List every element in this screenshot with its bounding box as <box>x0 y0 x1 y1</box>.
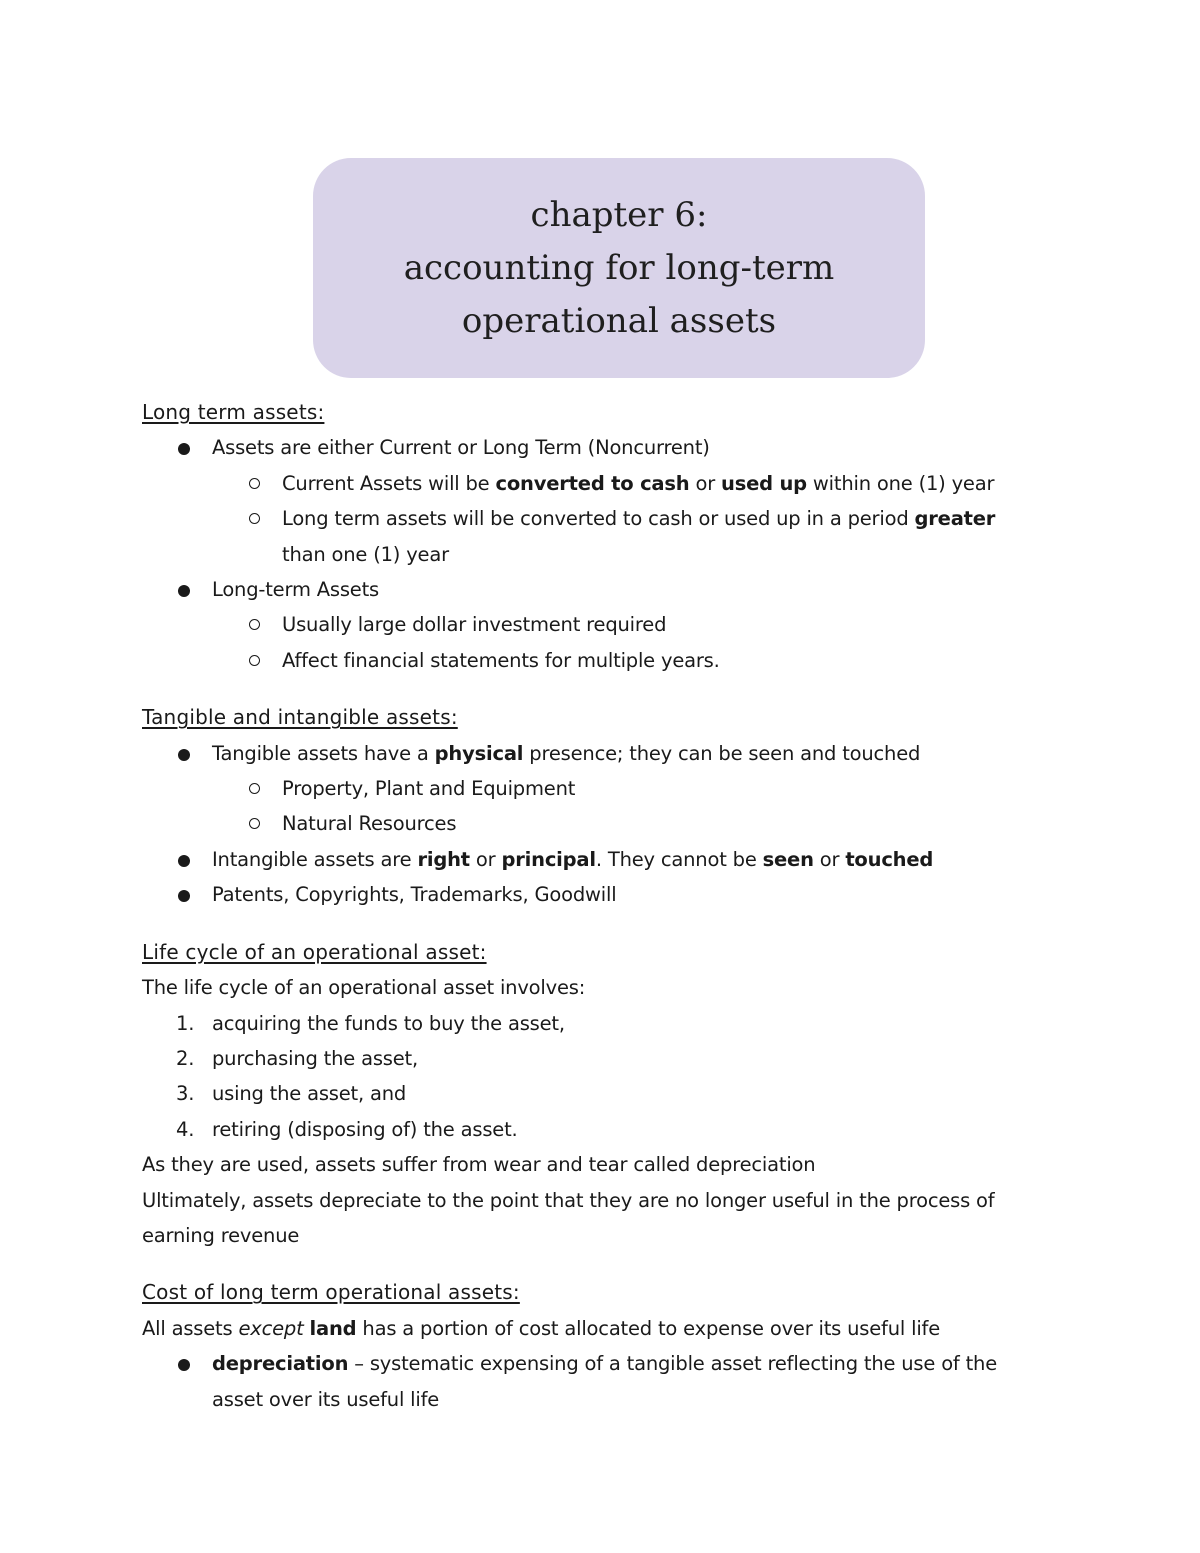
bullet-circle-icon <box>249 619 260 630</box>
sub-bullet-item: Property, Plant and Equipment <box>142 771 1062 806</box>
sub-bullet-item: Current Assets will be converted to cash or used up within one (1) year <box>142 466 1062 501</box>
bullet-circle-icon <box>249 478 260 489</box>
bullet-item: depreciation – systematic expensing of a tangible asset reflecting the use of the asset over its useful life <box>142 1346 1062 1417</box>
item-number: 2. <box>176 1046 195 1070</box>
chapter-title-line-1: chapter 6: <box>530 194 708 235</box>
life-cycle-intro: The life cycle of an operational asset involves: <box>142 976 586 1000</box>
item-number: 4. <box>176 1117 195 1141</box>
section-heading-tangible: Tangible and intangible assets: <box>142 705 458 730</box>
bullet-dot-icon <box>178 443 190 455</box>
notes-body <box>142 395 1062 1417</box>
section-heading-long-term: Long term assets: <box>142 400 325 424</box>
sub-bullet-item: Natural Resources <box>142 806 1062 841</box>
bullet-dot-icon <box>178 585 190 597</box>
bullet-circle-icon <box>249 783 260 794</box>
paragraph: Ultimately, assets depreciate to the point that they are no longer useful in the process of earning revenue <box>142 1188 995 1247</box>
chapter-title-line-2: accounting for long-term <box>403 247 835 288</box>
bullet-item: Long-term Assets <box>142 572 1062 607</box>
sub-bullet-item: Affect financial statements for multiple years. <box>142 643 1062 678</box>
bullet-dot-icon <box>178 855 190 867</box>
bullet-dot-icon <box>178 1359 190 1371</box>
bullet-item: Assets are either Current or Long Term (Noncurrent) <box>142 430 1062 465</box>
numbered-item: 4. retiring (disposing of) the asset. <box>142 1112 1062 1147</box>
chapter-title-box <box>313 158 925 378</box>
section-heading-life-cycle: Life cycle of an operational asset: <box>142 939 487 964</box>
numbered-item: 2. purchasing the asset, <box>142 1041 1062 1076</box>
bullet-item: Tangible assets have a physical presence; they can be seen and touched <box>142 736 1062 771</box>
bullet-circle-icon <box>249 513 260 524</box>
numbered-item: 1. acquiring the funds to buy the asset, <box>142 1006 1062 1041</box>
cost-intro: All assets except land has a portion of cost allocated to expense over its useful life <box>142 1316 940 1340</box>
bullet-item: Intangible assets are right or principal. They cannot be seen or touched <box>142 842 1062 877</box>
bullet-dot-icon <box>178 890 190 902</box>
item-number: 1. <box>176 1011 195 1035</box>
bullet-circle-icon <box>249 818 260 829</box>
item-number: 3. <box>176 1082 195 1106</box>
bullet-dot-icon <box>178 749 190 761</box>
numbered-item: 3. using the asset, and <box>142 1076 1062 1111</box>
section-heading-cost: Cost of long term operational assets: <box>142 1280 520 1305</box>
paragraph: As they are used, assets suffer from wear and tear called depreciation <box>142 1153 816 1177</box>
chapter-title-line-3: operational assets <box>461 300 777 341</box>
bullet-circle-icon <box>249 655 260 666</box>
bullet-item: Patents, Copyrights, Trademarks, Goodwill <box>142 877 1062 912</box>
sub-bullet-item: Usually large dollar investment required <box>142 607 1062 642</box>
sub-bullet-item: Long term assets will be converted to cash or used up in a period greater than one (1) year <box>142 501 1062 572</box>
